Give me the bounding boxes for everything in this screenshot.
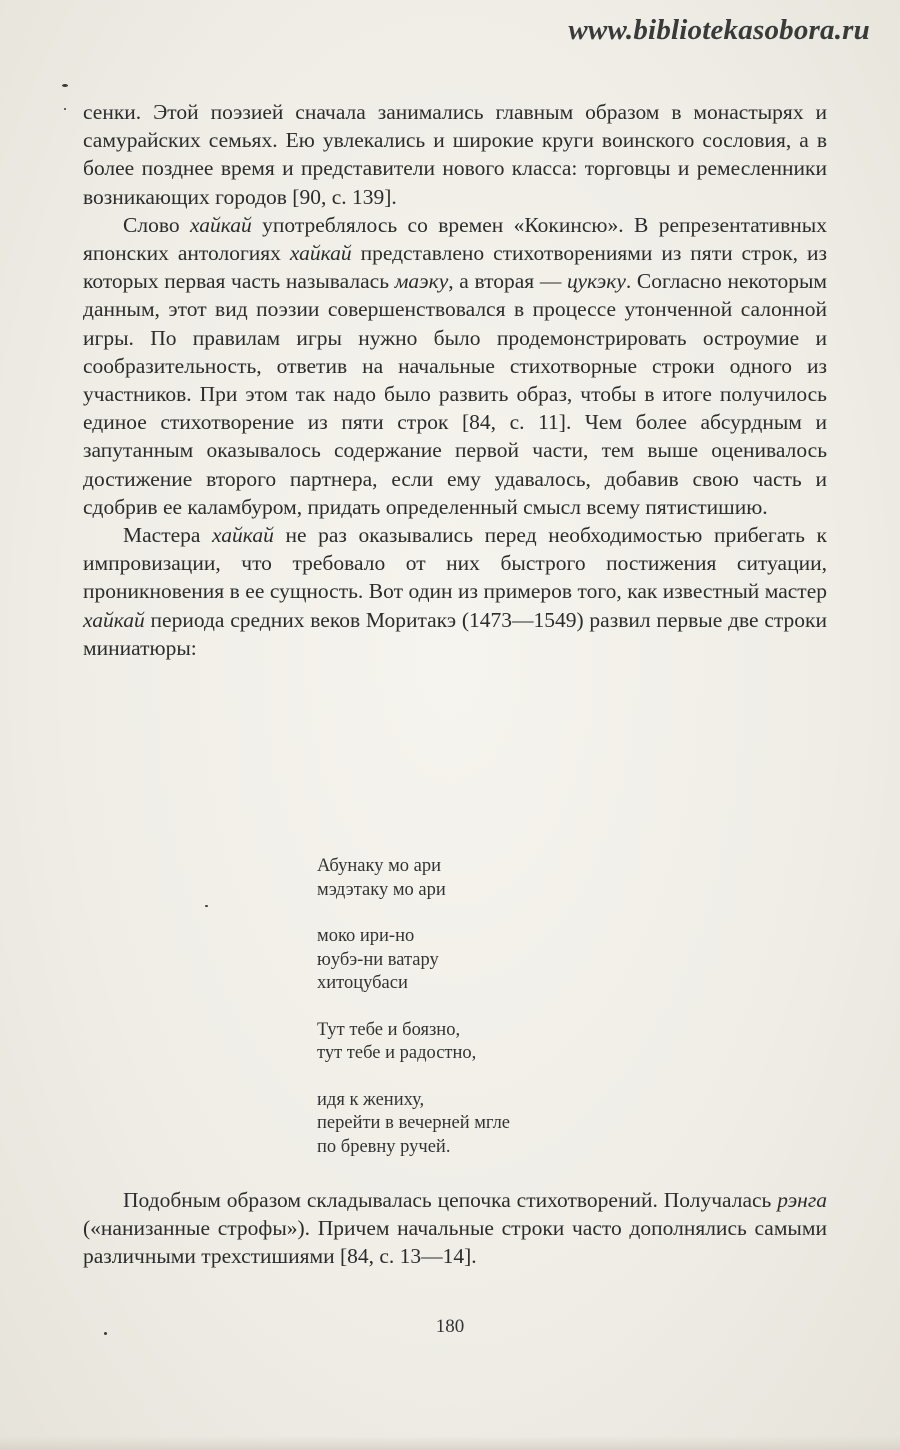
poem-stanza-2 xyxy=(317,925,510,996)
poem-line: Абунаку мо ари xyxy=(317,856,442,876)
page-edge-shadow xyxy=(0,1436,900,1450)
poem-line: моко ири-но xyxy=(317,926,415,946)
paragraph-segment: . Согласно некоторым данным, этот вид поэзии совершенствовался в процессе утонченной салонной игры. По правилам игры нужно было продемонстрировать остроумие и сообразительность, ответив на начальные стихотворные строки одного из участников. При этом так надо было развить образ, чтобы в итоге получилось единое стихотворение из пяти строк [84, с. 11]. Чем более абсурдным и запутанным оказывалось содержание первой части, тем выше оценивалось достижение второго партнера, если ему удавалось, добавив свою часть и сдобрив ее каламбуром, придать определенный смысл всему пятистишию. xyxy=(83,269,827,519)
poem-line: Тут тебе и боязно, xyxy=(317,1019,461,1040)
term-haikai: хайкай xyxy=(212,523,274,548)
poem-block xyxy=(317,855,510,1182)
poem-line: тут тебе и радостно, xyxy=(317,1043,477,1063)
body-text-bottom xyxy=(83,1186,827,1271)
print-speck xyxy=(205,905,208,907)
term-tsukeku: цукэку xyxy=(567,269,626,294)
term-haikai: хайкай xyxy=(83,607,145,632)
print-speck xyxy=(62,84,68,87)
print-speck xyxy=(104,1332,107,1335)
paragraph-segment: употреблялось со времен «Кокинсю». В репрезентативных японских антологиях xyxy=(83,212,827,266)
paragraph-segment: не раз оказывались перед необходимостью прибегать к импровизации, что требовало от них быстрого постижения ситуации, проникновения в ее сущность. Вот один из примеров того, как известный мастер xyxy=(83,523,827,604)
poem-line: юубэ-ни ватару xyxy=(317,949,439,970)
term-renga: рэнга xyxy=(777,1188,827,1212)
paragraph-segment: , а вторая — xyxy=(448,269,567,294)
body-text-top xyxy=(83,98,827,662)
poem-stanza-1 xyxy=(317,855,510,902)
poem-line: по бревну ручей. xyxy=(317,1136,451,1157)
term-maeku: маэку xyxy=(394,269,449,294)
paragraph-segment: («нанизанные строфы»). Причем начальные строки часто дополнялись самыми различными трехстишиями [84, с. 13—14]. xyxy=(83,1216,827,1269)
print-speck xyxy=(64,108,66,110)
paragraph-segment: Подобным образом складывалась цепочка стихотворений. Получалась xyxy=(123,1188,778,1212)
paragraph-segment: сенки. Этой поэзией сначала занимались главным образом в монастырях и самурайских семьях. Ею увлекались и широкие круги воинского сословия, а в более позднее время и представители нового класса: торговцы и ремесленники возникающих городов [90, с. 139]. xyxy=(83,100,827,209)
paragraph-4 xyxy=(83,1186,827,1271)
poem-stanza-4 xyxy=(317,1089,510,1160)
term-haikai: хайкай xyxy=(189,212,252,237)
term-haikai: хайкай xyxy=(289,241,352,266)
paragraph-segment: представлено стихотворениями из пяти строк, из которых первая часть называлась xyxy=(83,241,827,294)
poem-line: идя к жениху, xyxy=(317,1089,425,1110)
paragraph-1 xyxy=(83,98,827,211)
poem-line: мэдэтаку мо ари xyxy=(317,879,446,900)
poem-line: перейти в вечерней мгле xyxy=(317,1113,511,1133)
paragraph-segment: Слово xyxy=(123,212,190,237)
paragraph-segment: периода средних веков Моритакэ (1473—1549) развил первые две строки миниатюры: xyxy=(83,607,827,660)
poem-line: хитоцубаси xyxy=(317,973,408,993)
paragraph-2 xyxy=(83,211,827,521)
paragraph-segment: Мастера xyxy=(123,523,213,548)
paragraph-3 xyxy=(83,521,827,662)
watermark-url: www.bibliotekasobora.ru xyxy=(568,14,870,46)
poem-stanza-3 xyxy=(317,1019,510,1066)
page-number: 180 xyxy=(435,1316,465,1337)
